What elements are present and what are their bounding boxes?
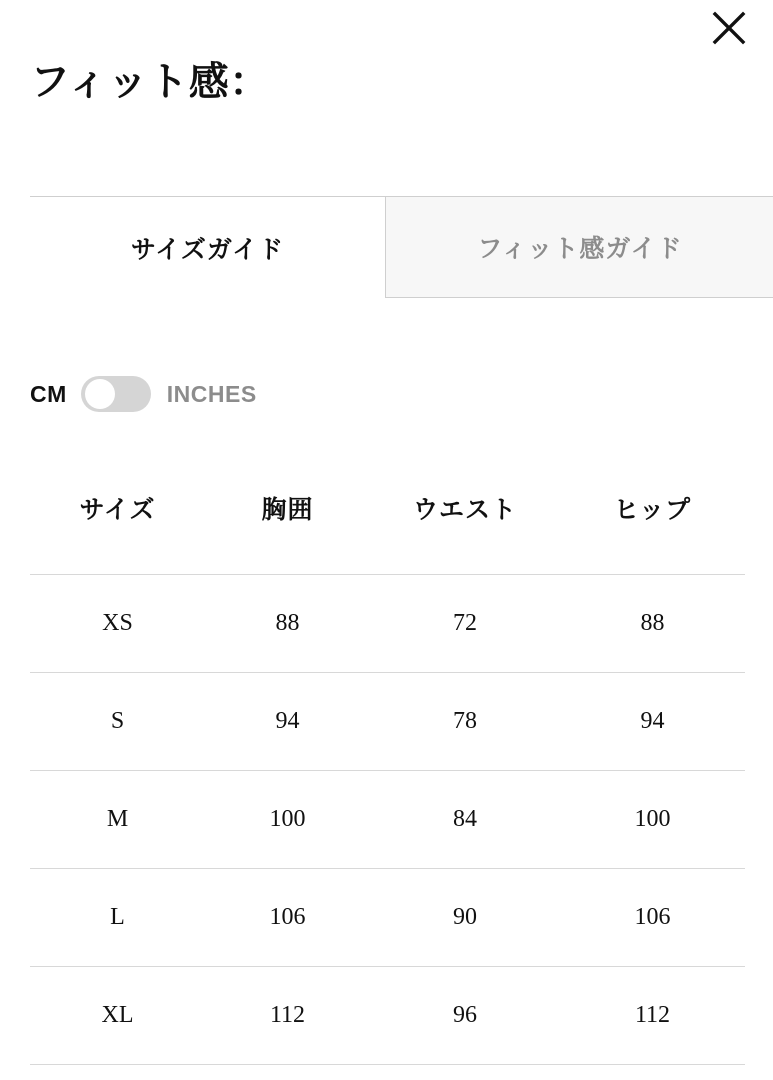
column-header-size: サイズ <box>79 496 156 524</box>
column-header-chest: 胸囲 <box>261 496 314 524</box>
cell-size: L <box>30 869 205 967</box>
cell-waist: 84 <box>370 771 560 869</box>
tab-fit-guide[interactable]: フィット感ガイド <box>385 196 773 298</box>
cell-chest: 94 <box>205 673 370 771</box>
close-icon <box>712 11 746 45</box>
tab-size-guide[interactable]: サイズガイド <box>30 196 385 298</box>
table-row <box>30 967 745 1065</box>
size-table <box>30 490 745 1065</box>
table-row <box>30 575 745 673</box>
cell-hip: 88 <box>560 575 745 673</box>
cell-hip: 106 <box>560 869 745 967</box>
cell-size: XL <box>30 967 205 1065</box>
table-row <box>30 673 745 771</box>
toggle-knob <box>85 379 115 409</box>
column-header-waist: ウエスト <box>412 496 517 524</box>
cell-waist: 96 <box>370 967 560 1065</box>
close-button[interactable] <box>707 6 751 50</box>
table-row <box>30 771 745 869</box>
cell-hip: 94 <box>560 673 745 771</box>
unit-toggle-row <box>30 372 257 416</box>
table-header-row <box>30 490 745 575</box>
page-title: フィット感： <box>30 60 270 104</box>
cell-chest: 112 <box>205 967 370 1065</box>
unit-label-cm: CM <box>30 380 67 407</box>
cell-size: XS <box>30 575 205 673</box>
cell-waist: 90 <box>370 869 560 967</box>
column-header-hip: ヒップ <box>613 496 692 524</box>
cell-waist: 72 <box>370 575 560 673</box>
table-row <box>30 869 745 967</box>
unit-toggle[interactable] <box>81 376 151 412</box>
cell-chest: 88 <box>205 575 370 673</box>
cell-hip: 112 <box>560 967 745 1065</box>
cell-chest: 100 <box>205 771 370 869</box>
unit-label-inches: INCHES <box>166 380 257 407</box>
cell-size: S <box>30 673 205 771</box>
cell-hip: 100 <box>560 771 745 869</box>
cell-waist: 78 <box>370 673 560 771</box>
cell-chest: 106 <box>205 869 370 967</box>
cell-size: M <box>30 771 205 869</box>
tab-bar <box>30 196 773 298</box>
